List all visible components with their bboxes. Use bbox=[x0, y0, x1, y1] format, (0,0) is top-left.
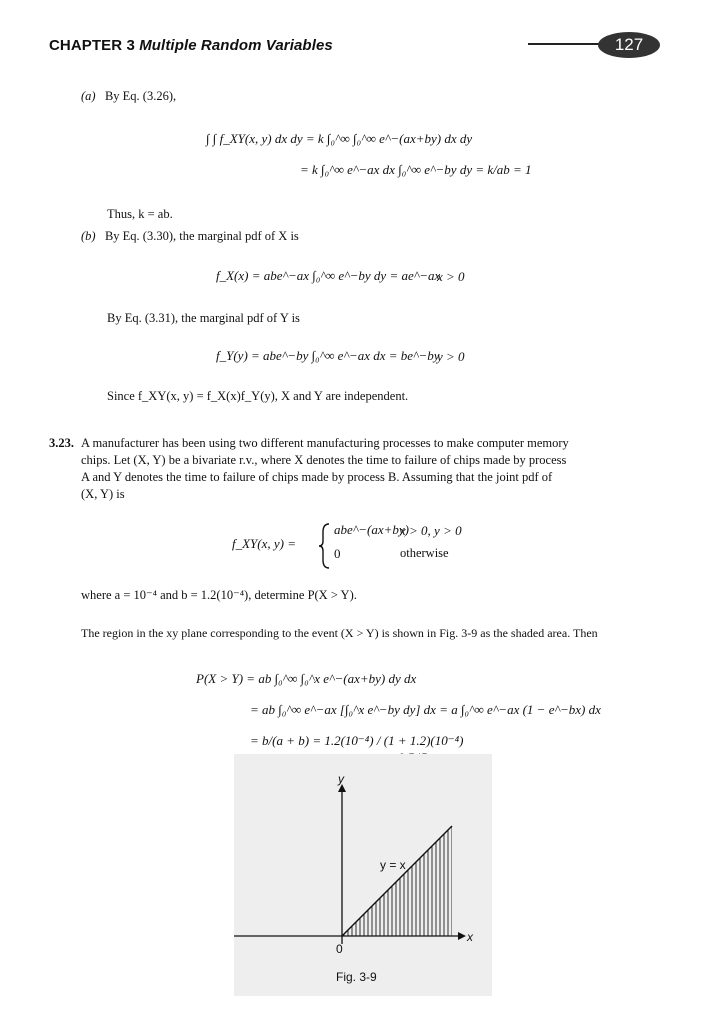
solution-intro: The region in the xy plane corresponding to the event (X > Y) is shown in Fig. 3-9 as the shaded area. Then bbox=[81, 626, 598, 640]
equation-a-line2: = k ∫₀^∞ e^−ax dx ∫₀^∞ e^−by dy = k/ab = 1 bbox=[300, 162, 532, 177]
chapter-title: Multiple Random Variables bbox=[139, 37, 333, 54]
part-a-label: (a) bbox=[81, 89, 96, 103]
problem-line-4: (X, Y) is bbox=[81, 487, 125, 501]
figure-y-label: y bbox=[338, 772, 344, 786]
figure-caption: Fig. 3-9 bbox=[336, 970, 377, 984]
figure-region-plot bbox=[234, 754, 492, 996]
solution-a-conclusion: Thus, k = ab. bbox=[107, 207, 173, 221]
equation-a-line1: ∫ ∫ f_XY(x, y) dx dy = k ∫₀^∞ ∫₀^∞ e^−(ax+by) dx dy bbox=[206, 131, 473, 146]
solution-eq-line2: = ab ∫₀^∞ e^−ax [∫₀^x e^−by dy] dx = a ∫₀^∞ e^−ax (1 − e^−bx) dx bbox=[250, 702, 601, 717]
problem-number: 3.23. bbox=[49, 436, 74, 450]
part-b-label: (b) bbox=[81, 229, 96, 243]
pdf-condition-1: x > 0, y > 0 bbox=[400, 523, 462, 538]
equation-fy: f_Y(y) = abe^−by ∫₀^∞ e^−ax dx = be^−by bbox=[216, 348, 440, 363]
figure-line-label: y = x bbox=[380, 858, 406, 872]
problem-given: where a = 10⁻⁴ and b = 1.2(10⁻⁴), determine P(X > Y). bbox=[81, 588, 357, 602]
pdf-condition-2: otherwise bbox=[400, 546, 449, 560]
equation-fx: f_X(x) = abe^−ax ∫₀^∞ e^−by dy = ae^−ax bbox=[216, 268, 441, 283]
problem-line-2: chips. Let (X, Y) be a bivariate r.v., where X denotes the time to failure of chips made by process bbox=[81, 453, 567, 467]
chapter-label: CHAPTER 3 bbox=[49, 37, 135, 54]
chapter-header bbox=[49, 37, 333, 54]
pdf-case-1: abe^−(ax+by) bbox=[334, 522, 409, 537]
solution-eq-line3: = b/(a + b) = 1.2(10⁻⁴) / (1 + 1.2)(10⁻⁴) bbox=[250, 733, 464, 748]
pdf-brace bbox=[317, 522, 333, 570]
figure-x-label: x bbox=[467, 930, 473, 944]
solution-b-intro-y: By Eq. (3.31), the marginal pdf of Y is bbox=[107, 311, 300, 325]
solution-b-intro-x: (b) By Eq. (3.30), the marginal pdf of X is bbox=[81, 229, 299, 243]
solution-b-conclusion: Since f_XY(x, y) = f_X(x)f_Y(y), X and Y are independent. bbox=[107, 389, 409, 403]
condition-fy: y > 0 bbox=[437, 349, 465, 364]
solution-eq-line1: P(X > Y) = ab ∫₀^∞ ∫₀^x e^−(ax+by) dy dx bbox=[196, 671, 417, 686]
solution-a-intro: (a) By Eq. (3.26), bbox=[81, 89, 177, 103]
page-number: 127 bbox=[598, 32, 660, 58]
x-axis-arrow bbox=[458, 932, 466, 940]
pdf-lhs: f_XY(x, y) = bbox=[232, 536, 297, 551]
pdf-case-2: 0 bbox=[334, 546, 341, 561]
condition-fx: x > 0 bbox=[437, 269, 465, 284]
problem-line-1: A manufacturer has been using two different manufacturing processes to make computer memory bbox=[81, 436, 569, 450]
problem-line-3: A and Y denotes the time to failure of chips made by process B. Assuming that the joint pdf of bbox=[81, 470, 553, 484]
figure-origin-label: 0 bbox=[336, 942, 343, 956]
